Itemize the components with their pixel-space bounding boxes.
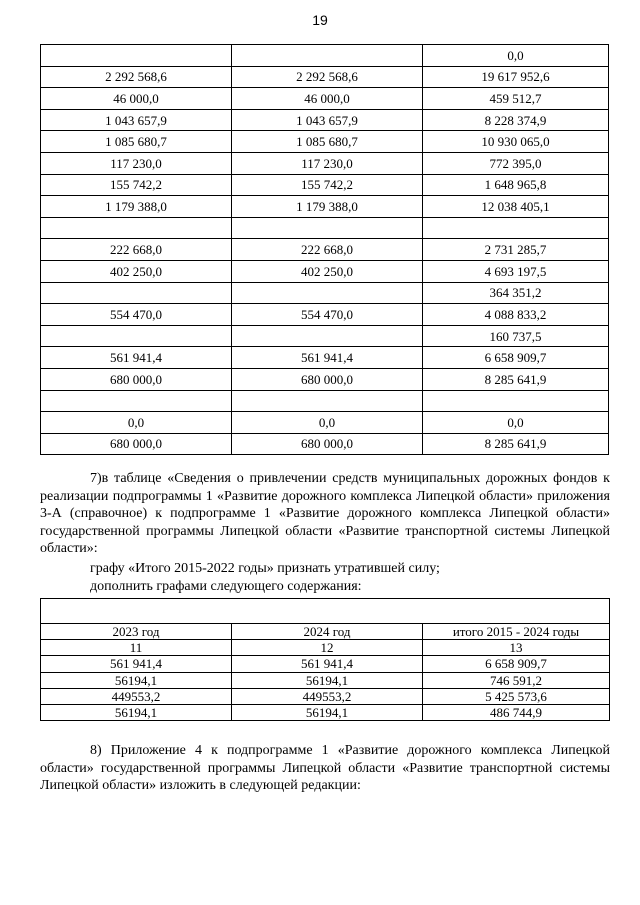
table-cell: 402 250,0: [41, 260, 232, 282]
table-cell: 1 085 680,7: [232, 131, 423, 153]
table-cell: 155 742,2: [232, 174, 423, 196]
table-row: [41, 109, 609, 131]
table-row: [41, 282, 609, 304]
table-cell: 4 693 197,5: [423, 260, 609, 282]
table-cell: 13: [423, 640, 610, 656]
table-cell: 6 658 909,7: [423, 347, 609, 369]
table-cell: [232, 282, 423, 304]
table-cell: 561 941,4: [41, 656, 232, 672]
table-row: [41, 152, 609, 174]
table-header-cell: 2023 год: [41, 624, 232, 640]
table-cell: 56194,1: [41, 672, 232, 688]
table-cell: [232, 390, 423, 412]
table-cell: 12: [232, 640, 423, 656]
table-cell: 6 658 909,7: [423, 656, 610, 672]
table-row: [41, 433, 609, 455]
table-cell: 117 230,0: [232, 152, 423, 174]
table-header-cell: итого 2015 - 2024 годы: [423, 624, 610, 640]
table-cell: 0,0: [423, 45, 609, 67]
table-header-row: [41, 624, 610, 640]
table-cell: 117 230,0: [41, 152, 232, 174]
table-cell: 486 744,9: [423, 704, 610, 720]
table-cell: 680 000,0: [232, 368, 423, 390]
table-cell: 1 179 388,0: [41, 196, 232, 218]
table-cell: 0,0: [423, 412, 609, 434]
table-cell: 1 179 388,0: [232, 196, 423, 218]
table-cell: 160 737,5: [423, 325, 609, 347]
table-cell: 1 648 965,8: [423, 174, 609, 196]
table-new-columns: [40, 598, 610, 721]
table-cell: 12 038 405,1: [423, 196, 609, 218]
table-cell: 56194,1: [232, 672, 423, 688]
table-row: [41, 412, 609, 434]
table-row: [41, 390, 609, 412]
table-cell: 8 285 641,9: [423, 368, 609, 390]
table-cell: 772 395,0: [423, 152, 609, 174]
table-row: [41, 239, 609, 261]
table-row: [41, 304, 609, 326]
table-row: [41, 688, 610, 704]
table-row: [41, 88, 609, 110]
table-cell: 8 285 641,9: [423, 433, 609, 455]
table-cell: 155 742,2: [41, 174, 232, 196]
table-cell: 561 941,4: [232, 656, 423, 672]
table-cell: [423, 390, 609, 412]
table-cell: 46 000,0: [232, 88, 423, 110]
table-cell: [41, 217, 232, 239]
table-cell: 1 043 657,9: [41, 109, 232, 131]
table-cell: 56194,1: [41, 704, 232, 720]
table-cell: 2 731 285,7: [423, 239, 609, 261]
paragraph-7-line-3: дополнить графами следующего содержания:: [90, 579, 362, 594]
table-cell: 1 085 680,7: [41, 131, 232, 153]
table-cell: 56194,1: [232, 704, 423, 720]
table-cell: [232, 45, 423, 67]
paragraph-7-text: 7)в таблице «Сведения о привлечении средств муниципальных дорожных фондов к реализации подпрограммы 1 «Развитие дорожного комплекса Липецкой области» приложения 3-А (справочное) к подпрограмме 1 «Развитие дорожного комплекса Липецкой области» государственной программы Липецкой области «Развитие транспортной системы Липецкой области»:: [40, 471, 610, 556]
table-column-number-row: [41, 640, 610, 656]
table-cell: [41, 390, 232, 412]
table-cell: 222 668,0: [232, 239, 423, 261]
table-continuation: [40, 44, 609, 455]
table-row: [41, 325, 609, 347]
table-cell: [41, 282, 232, 304]
table-cell: [423, 217, 609, 239]
table-cell: 449553,2: [41, 688, 232, 704]
table-cell: [41, 325, 232, 347]
table-cell: [232, 217, 423, 239]
table-row: [41, 66, 609, 88]
table-cell: 561 941,4: [232, 347, 423, 369]
table-cell: 746 591,2: [423, 672, 610, 688]
table-row: [41, 368, 609, 390]
table-cell: 8 228 374,9: [423, 109, 609, 131]
page-number: 19: [312, 12, 328, 28]
table-cell: 46 000,0: [41, 88, 232, 110]
table-row: [41, 174, 609, 196]
table-body: [41, 45, 609, 455]
table-cell: 0,0: [232, 412, 423, 434]
table-cell: [41, 45, 232, 67]
table-cell: 1 043 657,9: [232, 109, 423, 131]
table-row: [41, 45, 609, 67]
table-row: [41, 704, 610, 720]
table-cell: [232, 325, 423, 347]
table-cell: 680 000,0: [41, 368, 232, 390]
paragraph-7-line-2: графу «Итого 2015-2022 годы» признать утратившей силу;: [90, 561, 440, 576]
table-cell: 449553,2: [232, 688, 423, 704]
table-row: [41, 599, 610, 624]
table-row: [41, 217, 609, 239]
paragraph-8: [40, 742, 610, 795]
table-body: [41, 599, 610, 721]
table-row: [41, 196, 609, 218]
table-row: [41, 260, 609, 282]
paragraph-7: [40, 470, 610, 558]
table-row: [41, 656, 610, 672]
table-cell: 402 250,0: [232, 260, 423, 282]
table-cell: 364 351,2: [423, 282, 609, 304]
table-cell: 2 292 568,6: [232, 66, 423, 88]
table-cell: 5 425 573,6: [423, 688, 610, 704]
table-cell: 680 000,0: [232, 433, 423, 455]
table-cell: 10 930 065,0: [423, 131, 609, 153]
table-cell: 0,0: [41, 412, 232, 434]
table-cell: 222 668,0: [41, 239, 232, 261]
table-cell: 459 512,7: [423, 88, 609, 110]
table-cell: 680 000,0: [41, 433, 232, 455]
table-cell: 19 617 952,6: [423, 66, 609, 88]
table-cell: [41, 599, 610, 624]
table-cell: 554 470,0: [41, 304, 232, 326]
paragraph-8-text: 8) Приложение 4 к подпрограмме 1 «Развитие дорожного комплекса Липецкой области» государственной программы Липецкой области «Развитие транспортной системы Липецкой области» изложить в следующей редакции:: [40, 743, 610, 793]
table-header-cell: 2024 год: [232, 624, 423, 640]
table-cell: 561 941,4: [41, 347, 232, 369]
table-row: [41, 131, 609, 153]
table-cell: 11: [41, 640, 232, 656]
table-cell: 2 292 568,6: [41, 66, 232, 88]
table-row: [41, 347, 609, 369]
table-row: [41, 672, 610, 688]
table-cell: 4 088 833,2: [423, 304, 609, 326]
table-cell: 554 470,0: [232, 304, 423, 326]
